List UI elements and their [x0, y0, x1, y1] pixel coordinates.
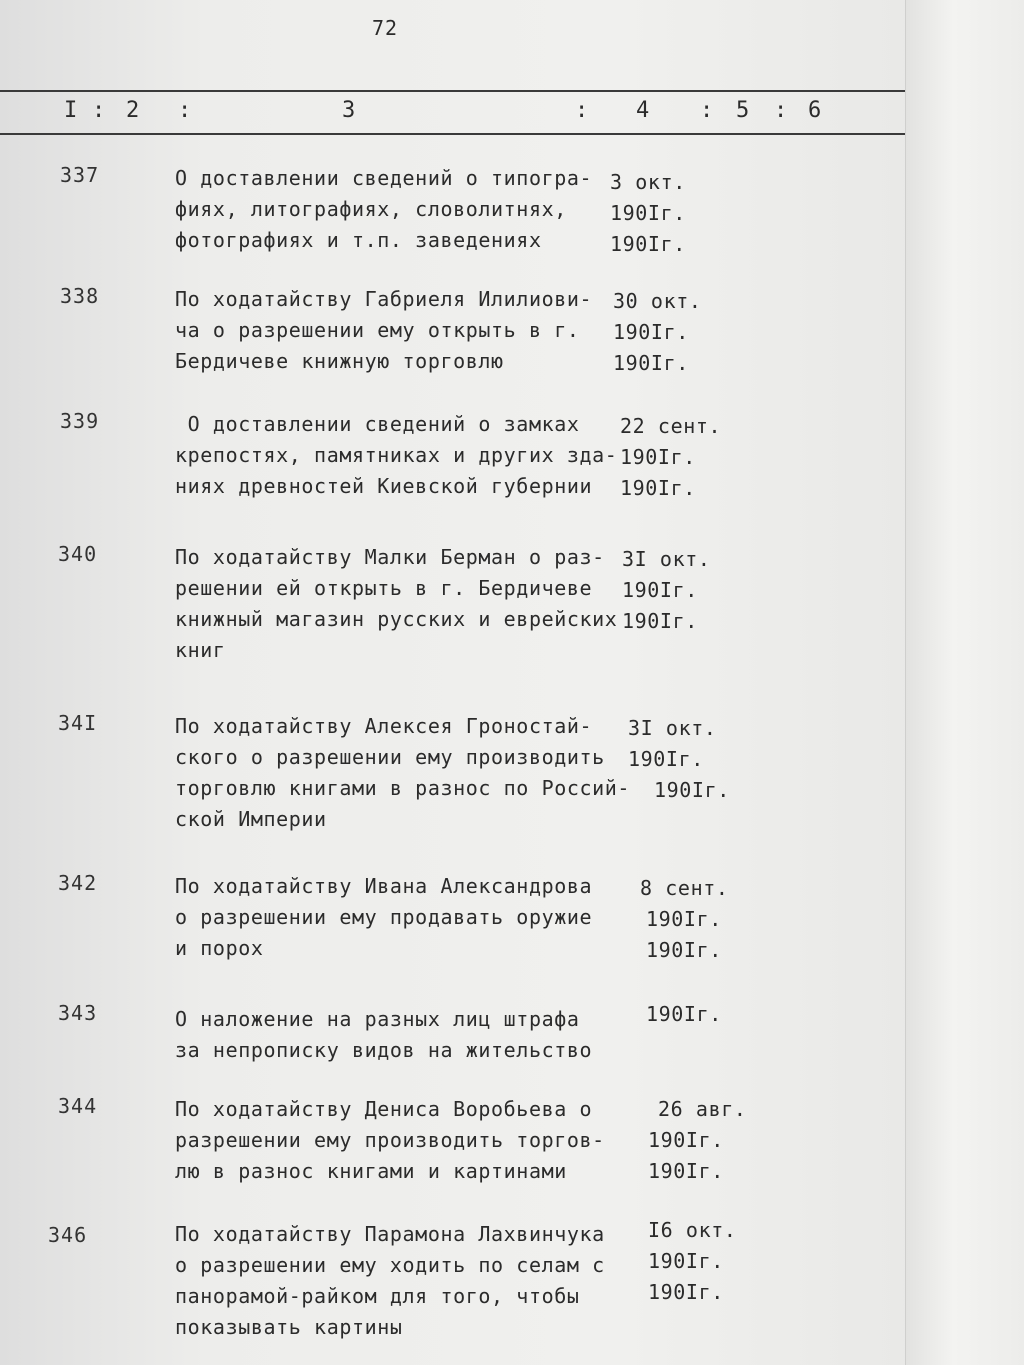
description-line: книжный магазин русских и еврейских: [175, 607, 618, 631]
description-line: книг: [175, 638, 226, 662]
header-col-5: 5: [736, 98, 752, 123]
header-col-1: I: [64, 98, 80, 123]
date-end: 190Iг.: [622, 609, 698, 633]
date-start: 30 окт.: [613, 289, 702, 313]
description-line: и порох: [175, 936, 264, 960]
description-line: о разрешении ему ходить по селам с: [175, 1253, 605, 1277]
record-dates: [610, 167, 686, 260]
date-start: 3I окт.: [622, 547, 711, 571]
record-number: 342: [58, 871, 98, 895]
description-line: о разрешении ему продавать оружие: [175, 905, 593, 929]
description-line: решении ей открыть в г. Бердичеве: [175, 576, 593, 600]
date-start: 3I окт.: [628, 716, 717, 740]
description-line: По ходатайству Габриеля Илилиови-: [175, 287, 593, 311]
record-dates: [640, 873, 729, 966]
description-line: торговлю книгами в разнос по Россий-: [175, 776, 631, 800]
description-line: Бердичеве книжную торговлю: [175, 349, 504, 373]
record-number: 343: [58, 1001, 98, 1025]
date-start: I6 окт.: [648, 1218, 737, 1242]
record-dates: [613, 286, 702, 379]
date-start: 26 авг.: [658, 1097, 747, 1121]
record-description: [175, 542, 617, 666]
date-year: 190Iг.: [646, 907, 722, 931]
description-line: По ходатайству Парамона Лахвинчука: [175, 1222, 605, 1246]
record-number: 346: [48, 1223, 88, 1247]
date-year: 190Iг.: [610, 201, 686, 225]
description-line: за непрописку видов на жительство: [175, 1038, 593, 1062]
record-number: 338: [60, 284, 100, 308]
record-description: [175, 1094, 605, 1187]
page-edge: [905, 0, 1024, 1365]
description-line: По ходатайству Алексея Гроностай-: [175, 714, 593, 738]
date-year: 190Iг.: [622, 578, 698, 602]
date-year: 190Iг.: [646, 1002, 722, 1026]
header-col-2: 2: [126, 98, 142, 123]
header-col-6: 6: [808, 98, 824, 123]
date-year: 190Iг.: [628, 747, 704, 771]
description-line: ча о разрешении ему открыть в г.: [175, 318, 580, 342]
description-line: По ходатайству Ивана Александрова: [175, 874, 593, 898]
date-start: 22 сент.: [620, 414, 722, 438]
date-end: 190Iг.: [648, 1159, 724, 1183]
record-dates: [648, 1215, 737, 1308]
header-sep-1: :: [92, 98, 108, 123]
description-line: фотографиях и т.п. заведениях: [175, 228, 542, 252]
header-sep-5: :: [774, 98, 790, 123]
record-description: [175, 163, 592, 256]
date-end: 190Iг.: [620, 476, 696, 500]
description-line: По ходатайству Дениса Воробьева о: [175, 1097, 593, 1121]
description-line: О наложение на разных лиц штрафа: [175, 1007, 580, 1031]
header-rule-top: [0, 90, 905, 92]
description-line: О доставлении сведений о типогра-: [175, 166, 593, 190]
record-description: [175, 871, 592, 964]
record-description: [175, 1219, 605, 1343]
date-year: 190Iг.: [613, 320, 689, 344]
header-sep-4: :: [700, 98, 716, 123]
record-dates: [628, 713, 730, 806]
description-line: показывать картины: [175, 1315, 403, 1339]
header-sep-2: :: [178, 98, 194, 123]
description-line: По ходатайству Малки Берман о раз-: [175, 545, 605, 569]
date-start: 3 окт.: [610, 170, 686, 194]
record-number: 340: [58, 542, 98, 566]
description-line: разрешении ему производить торгов-: [175, 1128, 605, 1152]
description-line: крепостях, памятниках и других зда-: [175, 443, 618, 467]
header-col-4: 4: [636, 98, 652, 123]
record-number: 34I: [58, 711, 98, 735]
record-number: 344: [58, 1094, 98, 1118]
description-line: О доставлении сведений о замках: [175, 412, 580, 436]
description-line: панорамой-райком для того, чтобы: [175, 1284, 580, 1308]
record-description: [175, 409, 617, 502]
page-number: 72: [372, 16, 399, 40]
record-description: [175, 1004, 592, 1066]
record-dates: [620, 411, 721, 504]
record-dates: [646, 999, 722, 1030]
date-year: 190Iг.: [648, 1249, 724, 1273]
date-end: 190Iг.: [646, 938, 722, 962]
record-dates: [622, 544, 711, 637]
description-line: фиях, литографиях, словолитнях,: [175, 197, 567, 221]
header-sep-3: :: [575, 98, 591, 123]
date-end: 190Iг.: [648, 1280, 724, 1304]
date-end: 190Iг.: [613, 351, 689, 375]
date-end: 190Iг.: [654, 778, 730, 802]
date-year: 190Iг.: [648, 1128, 724, 1152]
date-year: 190Iг.: [620, 445, 696, 469]
description-line: лю в разнос книгами и картинами: [175, 1159, 567, 1183]
record-number: 337: [60, 163, 100, 187]
description-line: ниях древностей Киевской губернии: [175, 474, 593, 498]
record-description: [175, 284, 592, 377]
header-rule-bottom: [0, 133, 905, 135]
description-line: ской Империи: [175, 807, 327, 831]
date-end: 190Iг.: [610, 232, 686, 256]
record-dates: [648, 1094, 747, 1187]
header-col-3: 3: [342, 98, 358, 123]
description-line: ского о разрешении ему производить: [175, 745, 605, 769]
record-description: [175, 711, 630, 835]
date-start: 8 сент.: [640, 876, 729, 900]
record-number: 339: [60, 409, 100, 433]
